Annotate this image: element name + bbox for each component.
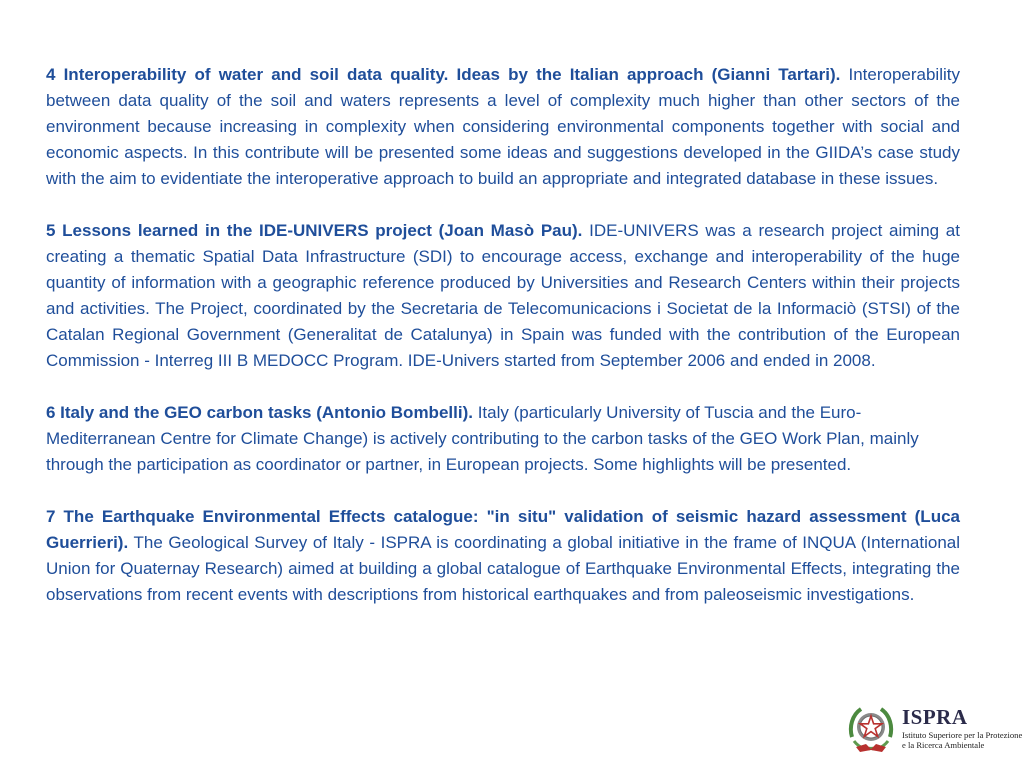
logo-name: ISPRA (902, 705, 968, 729)
paragraph-6-body: Italy (particularly University of Tuscia and the Euro-Mediterranean Centre for Climate Change) is actively contributing to the carbon tasks of the GEO Work Plan, mainly through the participation as coordinator or partner, in European projects. Some highlights will be presented. (46, 403, 919, 474)
logo-subtitle (902, 730, 1022, 750)
paragraph-7 (46, 504, 960, 608)
paragraph-4-body: Interoperability between data quality of the soil and waters represents a level of complexity much higher than other sectors of the environment because increasing in complexity when considering environmental components together with social and economic aspects. In this contribute will be presented some ideas and suggestions developed in the GIIDA’s case study with the aim to evidentiate the interoperative approach to build an appropriate and integrated database in these issues. (46, 65, 960, 188)
slide-text-content (46, 62, 960, 634)
logo-subtitle-line-1: Istituto Superiore per la Protezione (902, 730, 1023, 740)
italian-republic-emblem-icon (846, 703, 896, 755)
logo-subtitle-line-2: e la Ricerca Ambientale (902, 740, 985, 750)
paragraph-7-heading: 7 The Earthquake Environmental Effects catalogue: "in situ" validation of seismic hazard assessment (Luca Guerrieri). (46, 507, 960, 552)
paragraph-5 (46, 218, 960, 374)
ispra-logo (846, 703, 1023, 759)
paragraph-5-body: IDE-UNIVERS was a research project aiming at creating a thematic Spatial Data Infrastructure (SDI) to encourage access, exchange and interoperability of the huge quantity of information with a geographic reference produced by Universities and Research Centers within their projects and activities. The Project, coordinated by the Secretaria de Telecomunicacions i Societat de la Informaciò (STSI) of the Catalan Regional Government (Generalitat de Catalunya) in Spain was funded with the contribution of the European Commission - Interreg III B MEDOCC Program. IDE-Univers started from September 2006 and ended in 2008. (46, 221, 960, 370)
paragraph-4 (46, 62, 960, 192)
paragraph-6 (46, 400, 960, 478)
paragraph-7-body: The Geological Survey of Italy - ISPRA is coordinating a global initiative in the frame of INQUA (International Union for Quaternay Research) aimed at building a global catalogue of Earthquake Environmental Effects, integrating the observations from recent events with descriptions from historical earthquakes and from paleoseismic investigations. (46, 533, 960, 604)
paragraph-4-heading: 4 Interoperability of water and soil data quality. Ideas by the Italian approach (Gianni Tartari). (46, 65, 841, 84)
paragraph-6-heading: 6 Italy and the GEO carbon tasks (Antonio Bombelli). (46, 403, 473, 422)
paragraph-5-heading: 5 Lessons learned in the IDE-UNIVERS project (Joan Masò Pau). (46, 221, 583, 240)
